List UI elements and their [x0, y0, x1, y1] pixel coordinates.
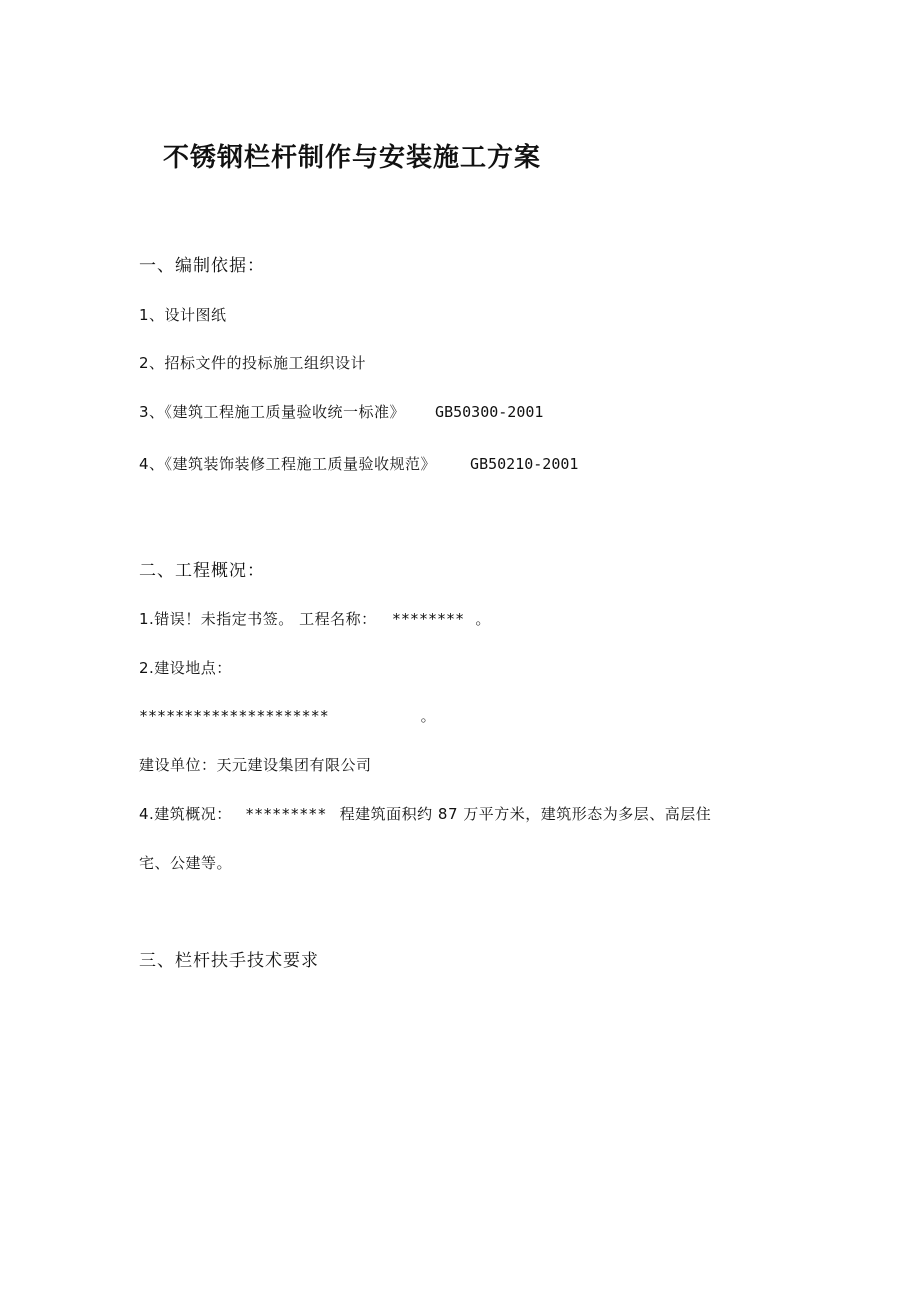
basis-item-3-code: GB50300-2001: [435, 403, 544, 421]
builder-line: 建设单位：天元建设集团有限公司: [139, 756, 372, 774]
site-suffix: 。: [420, 707, 437, 725]
section-heading-overview: 二、工程概况：: [139, 561, 265, 581]
document-title: 不锈钢栏杆制作与安装施工方案: [163, 143, 542, 173]
project-name-suffix: 。: [475, 610, 491, 628]
site-label: 2.建设地点：: [139, 659, 232, 677]
section-heading-basis: 一、编制依据：: [139, 256, 265, 276]
basis-item-1: 1、设计图纸: [139, 306, 227, 324]
project-name-value: ********: [391, 610, 465, 628]
overview-label: 4.建筑概况：: [139, 805, 232, 823]
basis-item-4-code: GB50210-2001: [470, 455, 579, 473]
overview-line: [139, 804, 711, 824]
site-line: [139, 706, 436, 726]
project-name-line: [139, 609, 491, 629]
overview-text: 程建筑面积约 87 万平方米，建筑形态为多层、高层住: [339, 805, 712, 823]
section-heading-requirements: 三、栏杆扶手技术要求: [139, 951, 319, 971]
basis-item-3: [139, 402, 543, 422]
overview-value: *********: [245, 805, 327, 823]
basis-item-4-text: 4、《建筑装饰装修工程施工质量验收规范》: [139, 455, 437, 473]
basis-item-3-text: 3、《建筑工程施工质量验收统一标准》: [139, 403, 406, 421]
basis-item-2: 2、招标文件的投标施工组织设计: [139, 354, 367, 372]
site-value: *********************: [139, 707, 329, 725]
project-name-label: 1.错误！未指定书签。 工程名称：: [139, 610, 377, 628]
basis-item-4: [139, 454, 578, 474]
overview-continuation: 宅、公建等。: [139, 854, 233, 872]
